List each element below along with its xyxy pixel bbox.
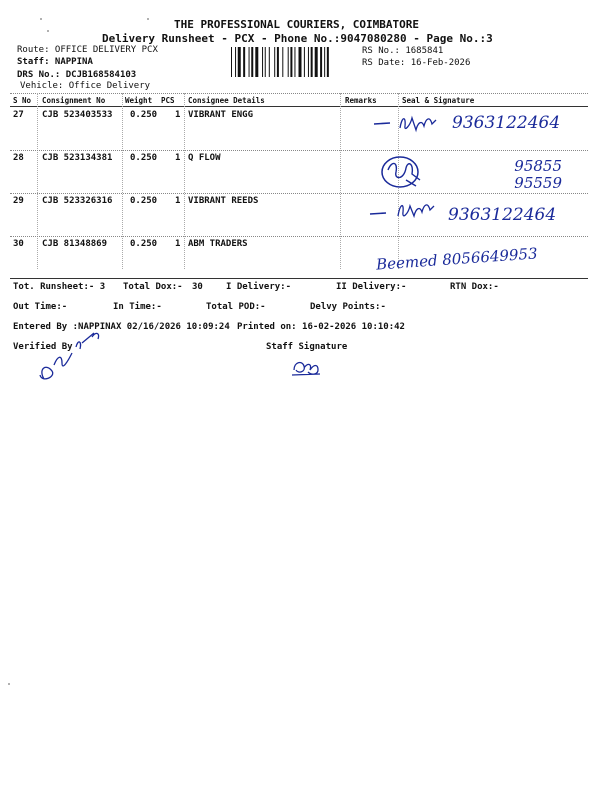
staff-signature-label: Staff Signature (266, 342, 348, 352)
row-consignment: CJB 523403533 (42, 110, 113, 120)
tot-runsheet: Tot. Runsheet:- 3 (13, 282, 106, 292)
col-header-consignee: Consignee Details (188, 96, 265, 105)
row-consignment: CJB 81348869 (42, 239, 108, 249)
out-time-label: Out Time:- (13, 302, 68, 312)
runsheet-subtitle: Delivery Runsheet - PCX - Phone No.:9047080280 - Page No.:3 (102, 32, 493, 45)
row-consignment: CJB 523326316 (42, 196, 113, 206)
route-label: Route: OFFICE DELIVERY PCX (17, 45, 158, 55)
handwritten-phone: 95855 95559 (514, 157, 562, 192)
row-consignee: VIBRANT ENGG (188, 110, 254, 120)
delvy-points-label: Delvy Points:- (310, 302, 386, 312)
row-weight: 0.250 (130, 110, 158, 120)
col-header-pcs: PCS (161, 96, 175, 105)
column-divider (122, 93, 123, 269)
total-dox-label: Total Dox:- (123, 282, 183, 292)
col-header-remarks: Remarks (345, 96, 377, 105)
row-sno: 27 (13, 110, 24, 120)
col-header-sno: S No (13, 96, 32, 105)
scan-speck (147, 18, 149, 20)
row-sno: 30 (13, 239, 24, 249)
col-header-consignment: Consignment No (42, 96, 106, 105)
column-divider (340, 93, 341, 269)
ii-delivery-label: II Delivery:- (336, 282, 407, 292)
vehicle-label: Vehicle: Office Delivery (20, 81, 151, 91)
row-consignee: ABM TRADERS (188, 239, 248, 249)
column-divider (37, 93, 38, 269)
table-top-rule (10, 93, 588, 94)
scan-speck (40, 18, 42, 20)
handwritten-phone: 9363122464 (452, 113, 561, 133)
row-sno: 29 (13, 196, 24, 206)
row-consignee: Q FLOW (188, 153, 221, 163)
row-divider (10, 193, 588, 194)
staff-signature-mark (288, 356, 328, 380)
barcode (231, 47, 356, 77)
row-weight: 0.250 (130, 153, 158, 163)
signature-scribble (372, 108, 452, 138)
row-pcs: 1 (175, 153, 181, 163)
rtn-dox-label: RTN Dox:- (450, 282, 499, 292)
handwritten-signature-phone: Beemed 8056649953 (375, 244, 539, 274)
company-title: THE PROFESSIONAL COURIERS, COIMBATORE (174, 18, 420, 31)
total-pod-label: Total POD:- (206, 302, 266, 312)
rs-date: RS Date: 16-Feb-2026 (362, 58, 471, 68)
scan-speck (8, 683, 10, 685)
handwritten-phone: 9363122464 (448, 205, 557, 225)
row-pcs: 1 (175, 110, 181, 120)
drs-label: DRS No.: DCJB168584103 (17, 70, 137, 80)
col-header-seal-signature: Seal & Signature (402, 96, 475, 105)
row-sno: 28 (13, 153, 24, 163)
column-divider (184, 93, 185, 269)
table-header-rule (10, 106, 588, 107)
row-divider (10, 150, 588, 151)
verified-by-signature (32, 325, 112, 387)
row-weight: 0.250 (130, 196, 158, 206)
row-weight: 0.250 (130, 239, 158, 249)
rs-number: RS No.: 1685841 (362, 46, 444, 56)
table-bottom-rule (10, 278, 588, 279)
printed-on: Printed on: 16-02-2026 10:10:42 (237, 322, 405, 332)
i-delivery-label: I Delivery:- (226, 282, 292, 292)
row-pcs: 1 (175, 196, 181, 206)
row-consignment: CJB 523134381 (42, 153, 113, 163)
row-divider (10, 236, 588, 237)
col-header-weight: Weight (125, 96, 153, 105)
row-consignee: VIBRANT REEDS (188, 196, 259, 206)
stamp-signature (376, 150, 436, 192)
row-pcs: 1 (175, 239, 181, 249)
signature-scribble (368, 194, 448, 224)
total-dox-value: 30 (192, 282, 203, 292)
scan-speck (47, 30, 49, 32)
staff-label: Staff: NAPPINA (17, 57, 93, 67)
verified-by-label: Verified By (13, 342, 73, 352)
in-time-label: In Time:- (113, 302, 162, 312)
entered-by: Entered By :NAPPINAX 02/16/2026 10:09:24 (13, 322, 230, 332)
